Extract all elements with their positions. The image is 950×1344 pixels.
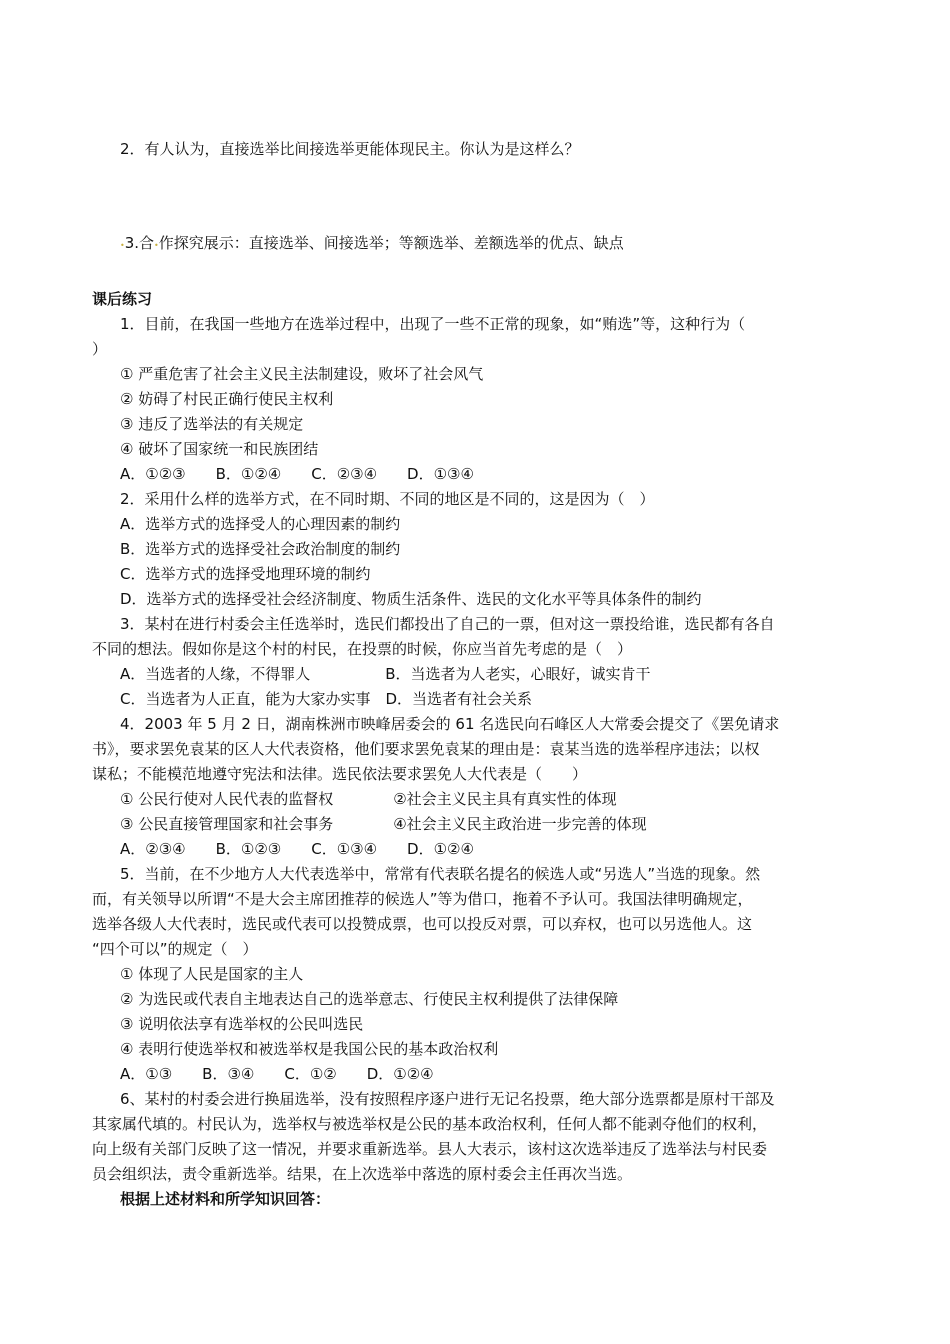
q3-number: 3. xyxy=(124,234,140,252)
option-line: ① 体现了人民是国家的主人 xyxy=(120,965,304,983)
text-line: 1．目前，在我国一些地方在选举过程中，出现了一些不正常的现象，如“贿选”等，这种行为（ xyxy=(120,315,746,333)
mark-dot: • xyxy=(120,241,125,250)
option-line: ④ 表明行使选举权和被选举权是我国公民的基本政治权利 xyxy=(120,1040,499,1058)
option-line: ② 妨碍了村民正确行使民主权利 xyxy=(120,390,334,408)
answer-prompt: 根据上述材料和所学知识回答： xyxy=(120,1190,331,1208)
text-line: 而，有关领导以所谓“不是大会主席团推荐的候选人”等为借口，拖着不予认可。我国法律明确规定， xyxy=(92,890,753,908)
question-2-discussion: 2．有人认为，直接选举比间接选举更能体现民主。你认为是这样么？ xyxy=(120,140,580,158)
q3-part-a: 合 xyxy=(139,234,155,252)
option-line: ① 严重危害了社会主义民主法制建设，败坏了社会风气 xyxy=(120,365,484,383)
option-line: C．选举方式的选择受地理环境的制约 xyxy=(120,565,371,583)
option-line: ② 为选民或代表自主地表达自己的选举意志、行使民主权利提供了法律保障 xyxy=(120,990,619,1008)
option-line: A．选举方式的选择受人的心理因素的制约 xyxy=(120,515,401,533)
text-line: 2．采用什么样的选举方式，在不同时期、不同的地区是不同的，这是因为（ ） xyxy=(120,490,655,508)
option-line: ③ 公民直接管理国家和社会事务 ④社会主义民主政治进一步完善的体现 xyxy=(120,815,647,833)
text-line: 选举各级人大代表时，选民或代表可以投赞成票，也可以投反对票，可以弃权，也可以另选他人。这 xyxy=(92,915,753,933)
text-line: 其家属代填的。村民认为，选举权与被选举权是公民的基本政治权利，任何人都不能剥夺他们的权利， xyxy=(92,1115,768,1133)
text-line: “四个可以”的规定（ ） xyxy=(92,940,258,958)
text-line: 向上级有关部门反映了这一情况，并要求重新选举。县人大表示，该村这次选举违反了选举法与村民委 xyxy=(92,1140,768,1158)
text-line: 不同的想法。假如你是这个村的村民，在投票的时候，你应当首先考虑的是（ ） xyxy=(92,640,633,658)
option-line: A．当选者的人缘，不得罪人 B．当选者为人老实，心眼好，诚实肯干 xyxy=(120,665,651,683)
option-line: B．选举方式的选择受社会政治制度的制约 xyxy=(120,540,401,558)
text-line: 4．2003 年 5 月 2 日，湖南株洲市映峰居委会的 61 名选民向石峰区人大常委会提交了《罢免请求 xyxy=(120,715,780,733)
mark-dot: • xyxy=(154,241,159,250)
q3-part-b: 作探究展示：直接选举、间接选举；等额选举、差额选举的优点、缺点 xyxy=(158,234,624,252)
answer-choices: A．②③④ B．①②③ C．①③④ D．①②④ xyxy=(120,840,474,858)
text-line: ） xyxy=(92,340,108,358)
option-line: ③ 违反了选举法的有关规定 xyxy=(120,415,304,433)
option-line: C．当选者为人正直，能为大家办实事 D．当选者有社会关系 xyxy=(120,690,533,708)
option-line: ④ 破坏了国家统一和民族团结 xyxy=(120,440,319,458)
section-title: 课后练习 xyxy=(92,290,153,308)
text-line: 6、某村的村委会进行换届选举，没有按照程序逐户进行无记名投票，绝大部分选票都是原村干部及 xyxy=(120,1090,775,1108)
option-line: ① 公民行使对人民代表的监督权 ②社会主义民主具有真实性的体现 xyxy=(120,790,617,808)
option-line: ③ 说明依法享有选举权的公民叫选民 xyxy=(120,1015,364,1033)
text-line: 书》，要求罢免袁某的区人大代表资格，他们要求罢免袁某的理由是：袁某当选的选举程序违法；以权 xyxy=(92,740,760,758)
text-line: 员会组织法，责令重新选举。结果，在上次选举中落选的原村委会主任再次当选。 xyxy=(92,1165,633,1183)
answer-choices: A．①③ B．③④ C．①② D．①②④ xyxy=(120,1065,434,1083)
text-line: 3．某村在进行村委会主任选举时，选民们都投出了自己的一票，但对这一票投给谁，选民都有各自 xyxy=(120,615,775,633)
text-line: 谋私；不能模范地遵守宪法和法律。选民依法要求罢免人大代表是（ ） xyxy=(92,765,588,783)
answer-choices: A．①②③ B．①②④ C．②③④ D．①③④ xyxy=(120,465,474,483)
text-line: 5．当前，在不少地方人大代表选举中，常常有代表联名提名的候选人或“另选人”当选的现象。然 xyxy=(120,865,761,883)
question-3-discussion xyxy=(120,233,624,256)
option-line: D．选举方式的选择受社会经济制度、物质生活条件、选民的文化水平等具体条件的制约 xyxy=(120,590,702,608)
